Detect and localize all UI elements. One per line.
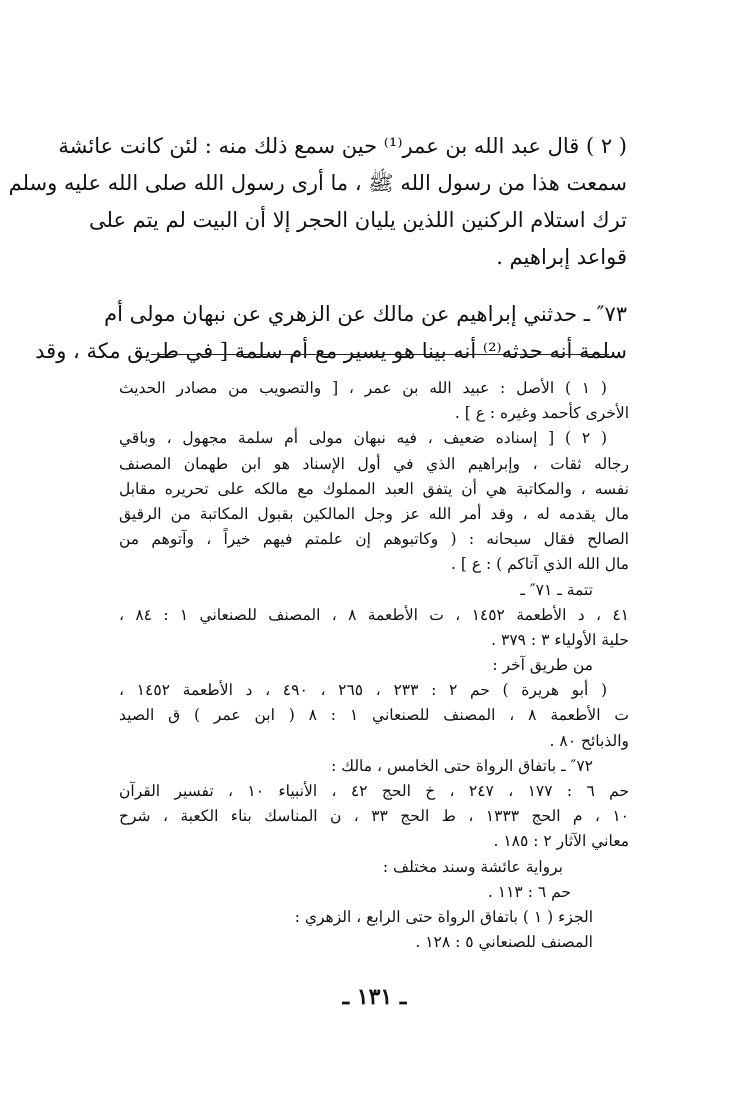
text-line: ( ٢ ) قال عبد الله بن عمر⁽¹⁾ حين سمع ذلك منه : لئن كانت عائشة <box>58 134 627 158</box>
footnote-line: من طريق آخر : <box>492 656 593 675</box>
footnote-line: ( ٢ ) [ إسناده ضعيف ، فيه نبهان مولى أم سلمة مجهول ، وباقي <box>119 429 607 448</box>
footnote-line: حم ٦ : ١١٣ . <box>487 882 571 901</box>
main-paragraph-2 <box>35 296 627 370</box>
footnote-line: رجاله ثقات ، وإبراهيم الذي في أول الإسناد هو ابن طهمان المصنف <box>119 454 629 473</box>
footnote-line: نفسه ، والمكاتبة هي أن يتفق العبد المملوك مع مالكه على تحريره مقابل <box>119 479 629 498</box>
main-text <box>8 128 627 370</box>
footnote-line: برواية عائشة وسند مختلف : <box>382 857 563 876</box>
text-line: سمعت هذا من رسول الله ﷺ ، ما أرى رسول الله صلى الله عليه وسلم <box>8 171 627 195</box>
footnote-line: والذبائح ٨٠ . <box>549 731 629 750</box>
page-number: ـ ١٣١ ـ <box>342 984 407 1010</box>
footnote-line: الصالح فقال سبحانه : ( وكاتبوهم إن علمتم فيهم خيراً ، وآتوهم من <box>119 530 629 549</box>
footnotes <box>119 376 629 955</box>
footnote-line: الجزء ( ١ ) باتفاق الرواة حتى الرابع ، الزهري : <box>294 907 593 926</box>
footnote-line: الأخرى كأحمد وغيره : ع ] . <box>454 404 629 423</box>
footnote-line: ١٠ ، م الحج ١٣٣٣ ، ط الحج ٣٣ ، ن المناسك بناء الكعبة ، شرح <box>119 807 629 826</box>
footnote-line: حلية الأولياء ٣ : ٣٧٩ . <box>491 630 629 649</box>
text-line: قواعد إبراهيم . <box>496 245 627 269</box>
footnote-line: ٤١ ، د الأطعمة ١٤٥٢ ، ت الأطعمة ٨ ، المصنف للصنعاني ١ : ٨٤ ، <box>119 605 629 624</box>
footnote-line: معاني الآثار ٢ : ١٨٥ . <box>493 832 629 851</box>
footnote-line: ( ١ ) الأصل : عبيد الله بن عمر ، [ والتصويب من مصادر الحديث <box>119 379 607 397</box>
footnote-line: مال يقدمه له ، وقد أمر الله عز وجل المالكين بقبول المكاتبة من الرقيق <box>119 504 629 523</box>
footnote-line: ٧٢″ ـ باتفاق الرواة حتى الخامس ، مالك : <box>331 756 593 775</box>
text-line: سلمة أنه حدثه⁽²⁾ أنه بينا هو يسير مع أم سلمة [ في طريق مكة ، وقد <box>35 339 627 363</box>
footnote-line: حم ٦ : ١٧٧ ، ٢٤٧ ، خ الحج ٤٢ ، الأنبياء ١٠ ، تفسير القرآن <box>119 782 630 800</box>
footnote-line: ( أبو هريرة ) حم ٢ : ٢٣٣ ، ٢٦٥ ، ٤٩٠ ، د الأطعمة ١٤٥٢ ، <box>119 681 607 700</box>
footnote-line: المصنف للصنعاني ٥ : ١٢٨ . <box>415 933 593 952</box>
main-paragraph-1 <box>8 128 627 276</box>
footnote-line: تتمة ـ ٧١″ ـ <box>520 580 593 599</box>
footnote-divider <box>151 354 609 355</box>
text-line: ترك استلام الركنين اللذين يليان الحجر إلا أن البيت لم يتم على <box>89 208 627 232</box>
text-line: ٧٣″ ـ حدثني إبراهيم عن مالك عن الزهري عن نبهان مولى أم <box>104 302 627 326</box>
footnote-line: مال الله الذي آتاكم ) : ع ] . <box>450 555 629 574</box>
footnote-line: ت الأطعمة ٨ ، المصنف للصنعاني ١ : ٨ ( ابن عمر ) ق الصيد <box>119 706 629 725</box>
